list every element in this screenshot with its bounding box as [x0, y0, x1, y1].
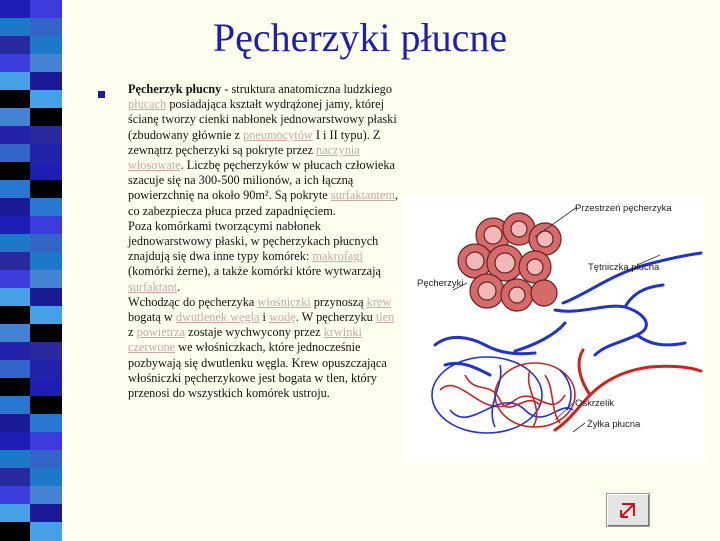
text-run: i — [259, 310, 270, 325]
stripe-cell — [0, 108, 30, 127]
stripe-cell — [0, 252, 30, 271]
stripe-cell — [30, 324, 62, 343]
stripe-cell — [0, 270, 30, 289]
stripe-cell — [30, 270, 62, 289]
stripe-cell — [0, 378, 30, 397]
paragraph-gas-exchange — [128, 295, 402, 401]
stripe-cell — [0, 360, 30, 379]
stripe-cell — [30, 108, 62, 127]
link-pluca[interactable]: płucach — [128, 97, 167, 112]
link-powietrza[interactable]: powietrza — [136, 325, 186, 340]
text-run: I i II typu). Z zewnątrz pęcherzyki są pokryte przez — [128, 127, 381, 157]
label-pecherzyki: Pęcherzyki — [417, 278, 464, 289]
stripe-cell — [30, 252, 62, 271]
stripe-cell — [0, 522, 30, 541]
body-text — [128, 82, 402, 401]
text-run: we włośniczkach, które jednocześnie pozbywają się dwutlenku węgla. Krew opuszczająca włośniczki pęcherzykowe jest bogata w tlen, który przenosi do wszystkich komórek ustroju. — [128, 340, 387, 401]
stripe-cell — [0, 432, 30, 451]
stripe-cell — [0, 396, 30, 415]
stripe-cell — [30, 504, 62, 523]
stripe-cell — [30, 468, 62, 487]
return-button[interactable] — [606, 493, 650, 527]
bullet-square-icon — [98, 91, 105, 98]
paragraph-cells — [128, 219, 402, 295]
stripe-cell — [0, 342, 30, 361]
label-przestrzen: Przestrzeń pęcherzyka — [575, 203, 672, 214]
stripe-cell — [0, 288, 30, 307]
link-wlosniczki[interactable]: włośniczki — [257, 294, 311, 309]
stripe-cell — [0, 144, 30, 163]
stripe-cell — [30, 72, 62, 91]
text-run: . W pęcherzyku — [295, 310, 376, 325]
slide-title: Pęcherzyki płucne — [212, 15, 508, 60]
stripe-cell — [30, 162, 62, 181]
link-surfaktantem[interactable]: surfaktantem — [330, 188, 395, 203]
stripe-cell — [30, 432, 62, 451]
stripe-cell — [0, 306, 30, 325]
link-wode[interactable]: wodę — [269, 310, 296, 325]
stripe-cell — [30, 288, 62, 307]
stripe-cell — [30, 360, 62, 379]
alveoli-drawing — [405, 195, 705, 463]
lead-term: Pęcherzyk płucny — [128, 82, 222, 96]
link-krew[interactable]: krew — [366, 294, 392, 309]
stripe-cell — [0, 162, 30, 181]
alveoli-illustration — [405, 195, 705, 463]
text-run: Wchodząc do pęcherzyka — [128, 294, 258, 309]
text-run: Poza komórkami tworzącymi nabłonek jednowarstwowy płaski, w pęcherzykach płucnych znajdują się dwa inne typy komórek: — [128, 218, 379, 264]
stripe-cell — [0, 234, 30, 253]
stripe-cell — [0, 486, 30, 505]
stripe-cell — [0, 414, 30, 433]
link-makrofagi[interactable]: makrofagi — [312, 249, 363, 264]
stripe-cell — [30, 396, 62, 415]
red-vessel — [555, 350, 701, 430]
text-run: z — [128, 325, 137, 340]
stripe-cell — [0, 72, 30, 91]
stripe-cell — [30, 90, 62, 109]
stripe-cell — [30, 216, 62, 235]
return-arrow-icon — [618, 500, 638, 520]
label-zylka: Żyłka płucna — [587, 419, 641, 430]
stripe-cell — [30, 306, 62, 325]
stripe-cell — [30, 198, 62, 217]
label-tetniczka: Tętniczka płucna — [588, 262, 660, 273]
stripe-cell — [30, 378, 62, 397]
alveoli-cluster — [458, 213, 561, 311]
stripe-cell — [0, 198, 30, 217]
text-run: - struktura anatomiczna ludzkiego — [221, 82, 392, 96]
capillary-network — [432, 357, 575, 433]
stripe-cell — [0, 180, 30, 199]
stripe-cell — [30, 180, 62, 199]
text-run: . Liczbę pęcherzyków w płucach człowieka szacuje się na 300-500 milionów, a ich łączną powierzchnię na około 90m². Są pokryte — [128, 158, 395, 203]
stripe-cell — [30, 450, 62, 469]
link-pneumocyty[interactable]: pneumocytów — [243, 127, 313, 142]
text-run: posiadająca kształt wydrążonej jamy, której ścianę tworzy cienki nabłonek jednowarstwowy płaski (zbudowany głównie z — [128, 97, 397, 142]
link-tlen[interactable]: tlen — [375, 310, 395, 325]
stripe-cell — [0, 324, 30, 343]
paragraph-definition — [128, 82, 402, 219]
stripe-cell — [30, 486, 62, 505]
text-run: bogatą w — [128, 310, 176, 325]
stripe-cell — [0, 126, 30, 145]
stripe-cell — [30, 342, 62, 361]
text-run: zostaje wychwycony przez — [185, 325, 324, 340]
link-naczynia[interactable]: naczynia włosowate — [128, 142, 360, 173]
stripe-cell — [0, 90, 30, 109]
link-krwinki[interactable]: krwinki czerwone — [128, 325, 362, 355]
stripe-cell — [0, 504, 30, 523]
stripe-cell — [30, 144, 62, 163]
stripe-cell — [0, 450, 30, 469]
decorative-stripe-column — [0, 0, 62, 540]
stripe-cell — [30, 234, 62, 253]
stripe-cell — [0, 468, 30, 487]
text-run: , co zabezpiecza płuca przed zapadnięciem. — [128, 188, 399, 218]
stripe-cell — [30, 414, 62, 433]
label-oskrzelik: Oskrzelik — [575, 398, 615, 409]
link-surfaktant[interactable]: surfaktant — [128, 279, 178, 294]
text-run: przynoszą — [310, 294, 367, 309]
stripe-cell — [30, 522, 62, 541]
link-dwutlenek[interactable]: dwutlenek węgla — [175, 310, 260, 325]
stripe-cell — [30, 126, 62, 145]
text-run: (komórki żerne), a także komórki które wytwarzają — [128, 264, 381, 279]
stripe-cell — [0, 216, 30, 235]
text-run: . — [177, 279, 181, 294]
